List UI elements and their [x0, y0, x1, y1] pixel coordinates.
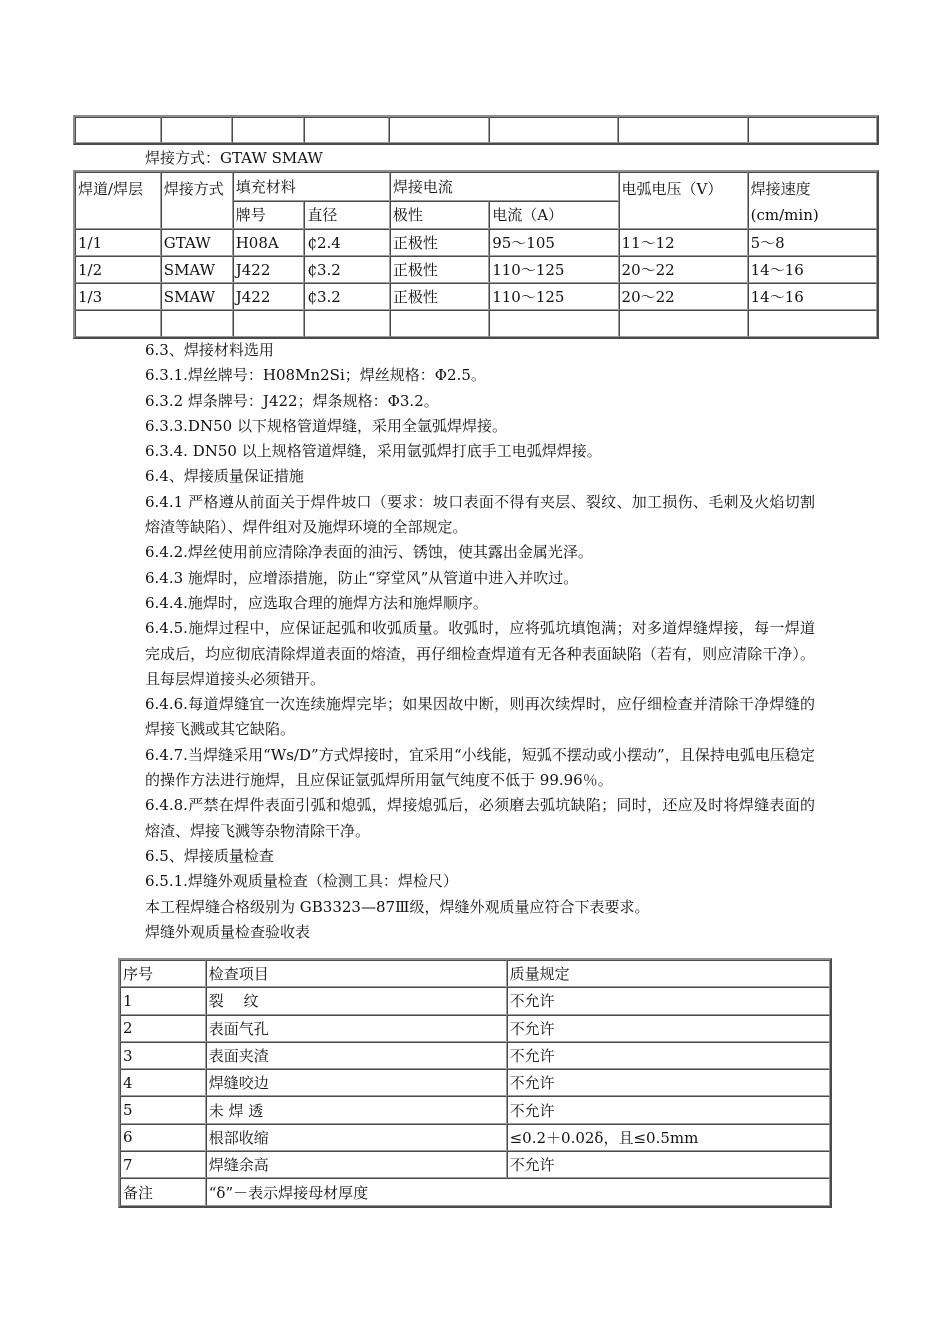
table-cell	[75, 310, 161, 337]
table-cell: 正极性	[390, 229, 489, 256]
table-cell: 14～16	[748, 283, 877, 310]
table-cell: 表面夹渣	[206, 1042, 507, 1069]
table-cell: 不允许	[507, 1151, 830, 1178]
table-cell: 1/2	[75, 256, 161, 283]
section-heading: 6.4、焊接质量保证措施	[145, 467, 304, 486]
table-cell	[389, 117, 489, 143]
paragraph: 6.4.5.施焊过程中，应保证起弧和收弧质量。收弧时，应将弧坑填饱满；对多道焊缝焊接，每一焊道完成后，均应彻底清除焊道表面的熔渣，再仔细检查焊道有无各种表面缺陷（若有，则应清除干净）。且每层焊道接头必须错开。	[145, 619, 815, 688]
header-no: 序号	[120, 960, 206, 987]
table-cell: 2	[120, 1015, 206, 1042]
table-cell: 6	[120, 1124, 206, 1151]
table-cell	[748, 310, 877, 337]
header-pass-layer: 焊道/焊层	[75, 172, 161, 229]
header-item: 检查项目	[206, 960, 507, 987]
table-row	[120, 1151, 830, 1178]
table-cell: 焊缝咬边	[206, 1069, 507, 1096]
table-row	[120, 1042, 830, 1069]
header-polarity: 极性	[390, 201, 489, 230]
table-cell: 不允许	[507, 1069, 830, 1096]
table-cell: ₵3.2	[304, 283, 389, 310]
table-row	[120, 1015, 830, 1042]
table-cell	[304, 310, 389, 337]
table-cell: 正极性	[390, 283, 489, 310]
table-cell: 不允许	[507, 1042, 830, 1069]
paragraph: 6.3.4. DN50 以上规格管道焊缝，采用氩弧焊打底手工电弧焊焊接。	[145, 442, 602, 461]
table-cell: 未 焊 透	[206, 1096, 507, 1123]
header-current-group: 焊接电流	[390, 172, 619, 201]
table-cell: 11～12	[619, 229, 748, 256]
table-cell	[390, 310, 489, 337]
table-row	[120, 1178, 830, 1205]
section-heading: 6.3、焊接材料选用	[145, 341, 274, 359]
table-cell: 焊缝余高	[206, 1151, 507, 1178]
table-cell: 110～125	[489, 283, 618, 310]
section-heading: 6.5、焊接质量检查	[145, 846, 274, 865]
note-label: 备注	[120, 1178, 206, 1205]
table-header-row	[120, 960, 830, 987]
table-cell: 110～125	[489, 256, 618, 283]
paragraph: 6.4.3 施焊时，应增添措施，防止“穿堂风”从管道中进入并吹过。	[145, 568, 579, 587]
paragraph: 本工程焊缝合格级别为 GB3323—87Ⅲ级，焊缝外观质量应符合下表要求。	[145, 897, 650, 916]
paragraph: 6.4.2.焊丝使用前应清除净表面的油污、锈蚀，使其露出金属光泽。	[145, 543, 593, 562]
paragraph: 6.4.6.每道焊缝宜一次连续施焊完毕；如果因故中断，则再次续焊时，应仔细检查并清除干净焊缝的焊接飞溅或其它缺陷。	[145, 695, 815, 739]
table-cell: 根部收缩	[206, 1124, 507, 1151]
table-cell: 3	[120, 1042, 206, 1069]
table-cell	[232, 117, 304, 143]
table-row	[75, 256, 877, 283]
table-row	[120, 1124, 830, 1151]
table-cell	[233, 310, 305, 337]
table-cell: 95～105	[489, 229, 618, 256]
table-cell: 4	[120, 1069, 206, 1096]
table-row	[75, 310, 877, 337]
table-cell: 5～8	[748, 229, 877, 256]
table-title: 焊缝外观质量检查验收表	[145, 922, 311, 941]
table-cell: ≤0.2＋0.02δ，且≤0.5mm	[507, 1124, 830, 1151]
paragraph: 6.3.2 焊条牌号：J422；焊条规格：Φ3.2。	[145, 391, 439, 410]
header-filler: 填充材料	[233, 172, 390, 201]
table-cell: 裂 纹	[206, 987, 507, 1014]
table-cell	[304, 117, 390, 143]
table-cell: 正极性	[390, 256, 489, 283]
table-cell	[161, 117, 233, 143]
weld-method-caption: 焊接方式：GTAW SMAW	[145, 149, 323, 167]
paragraph: 6.3.1.焊丝牌号：H08Mn2Si；焊丝规格：Φ2.5。	[145, 366, 486, 385]
table-cell	[161, 310, 233, 337]
paragraph: 6.5.1.焊缝外观质量检查（检测工具：焊检尺）	[145, 872, 458, 891]
table-cell: 1	[120, 987, 206, 1014]
header-diameter: 直径	[304, 201, 389, 230]
table-cell: 20～22	[619, 283, 748, 310]
table-row	[75, 283, 877, 310]
paragraph: 6.4.4.施焊时，应选取合理的施焊方法和施焊顺序。	[145, 593, 488, 612]
table-row	[120, 987, 830, 1014]
top-blank-table	[73, 115, 879, 145]
table-row	[75, 117, 877, 143]
header-arc-voltage: 电弧电压（V）	[619, 172, 748, 229]
table-cell	[75, 117, 161, 143]
note-text: “δ”－表示焊接母材厚度	[206, 1178, 830, 1205]
table-cell: 不允许	[507, 987, 830, 1014]
header-grade: 牌号	[233, 201, 305, 230]
table-cell: 1/3	[75, 283, 161, 310]
table-row	[75, 229, 877, 256]
table-cell: J422	[233, 256, 305, 283]
table-cell	[619, 310, 748, 337]
table-cell: 不允许	[507, 1096, 830, 1123]
table-cell	[748, 117, 877, 143]
table-cell: J422	[233, 283, 305, 310]
header-method: 焊接方式	[161, 172, 233, 229]
table-cell: 1/1	[75, 229, 161, 256]
table-cell	[489, 117, 618, 143]
table-cell: 不允许	[507, 1015, 830, 1042]
table-cell: GTAW	[161, 229, 233, 256]
header-requirement: 质量规定	[507, 960, 830, 987]
welding-parameters-table	[73, 170, 879, 339]
table-cell: SMAW	[161, 256, 233, 283]
table-cell: 20～22	[619, 256, 748, 283]
table-cell: ₵2.4	[304, 229, 389, 256]
table-row	[120, 1069, 830, 1096]
table-row	[120, 1096, 830, 1123]
table-cell: H08A	[233, 229, 305, 256]
table-cell: SMAW	[161, 283, 233, 310]
table-cell: 5	[120, 1096, 206, 1123]
table-cell: ₵3.2	[304, 256, 389, 283]
paragraph: 6.3.3.DN50 以下规格管道焊缝，采用全氩弧焊焊接。	[145, 416, 507, 435]
paragraph: 6.4.8.严禁在焊件表面引弧和熄弧，焊接熄弧后，必须磨去弧坑缺陷；同时，还应及时将焊缝表面的熔渣、焊接飞溅等杂物清除干净。	[145, 796, 815, 840]
header-current: 电流（A）	[489, 201, 618, 230]
header-speed: 焊接速度(cm/min)	[748, 172, 877, 229]
table-cell: 7	[120, 1151, 206, 1178]
paragraph: 6.4.7.当焊缝采用“Ws/D”方式焊接时，宜采用“小线能，短弧不摆动或小摆动”，且保持电弧电压稳定的操作方法进行施焊，且应保证氩弧焊所用氩气纯度不低于 99.96％。	[145, 745, 815, 790]
paragraph: 6.4.1 严格遵从前面关于焊件坡口（要求：坡口表面不得有夹层、裂纹、加工损伤、毛刺及火焰切割熔渣等缺陷）、焊件组对及施焊环境的全部规定。	[145, 492, 815, 537]
body-text	[145, 338, 815, 945]
table-cell	[489, 310, 618, 337]
inspection-table	[118, 958, 832, 1208]
table-header-row	[75, 172, 877, 201]
table-cell: 14～16	[748, 256, 877, 283]
table-cell	[618, 117, 747, 143]
table-cell: 表面气孔	[206, 1015, 507, 1042]
